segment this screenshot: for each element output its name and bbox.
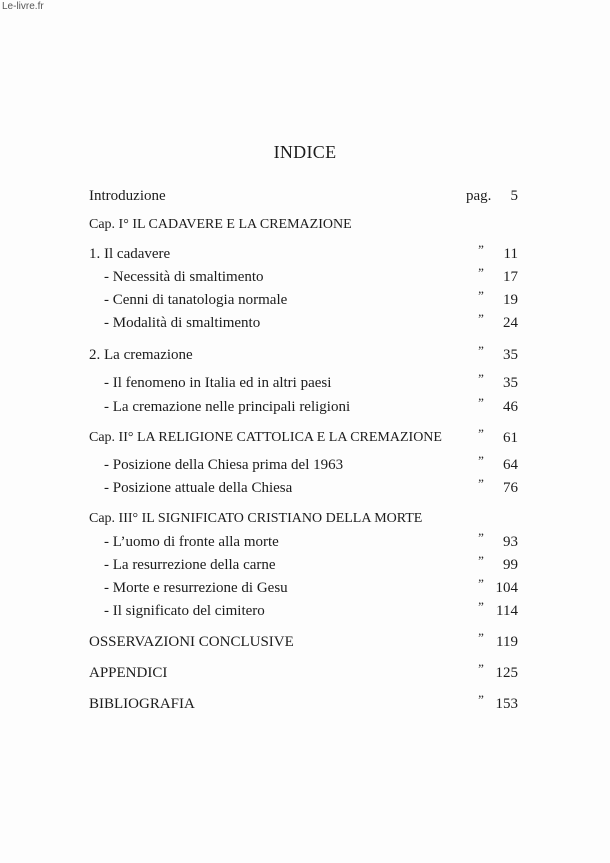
toc-entry-label: OSSERVAZIONI CONCLUSIVE [89,634,294,650]
toc-entry-label: APPENDICI [89,665,168,681]
toc-entry-label: - La cremazione nelle principali religioni [104,399,351,415]
toc-page-number: 35 [503,375,518,391]
toc-page-number: 19 [503,292,518,308]
ditto-mark: ” [478,426,484,441]
toc-page-number: 104 [495,580,518,596]
toc-row [0,509,610,529]
watermark: Le-livre.fr [2,1,44,12]
page-title: INDICE [273,142,337,162]
toc-row [0,601,610,621]
toc-entry-label: 1. Il cadavere [89,246,171,262]
toc-entry-label: - Il significato del cimitero [104,603,265,619]
toc-row-intro [0,186,610,206]
toc-row [0,290,610,310]
toc-page-number: 153 [495,696,518,712]
toc-row [0,244,610,264]
ditto-mark: ” [478,599,484,614]
toc-page-number: 11 [503,246,518,262]
toc-row [0,267,610,287]
toc-page-number: 119 [496,634,518,650]
toc-entry-label: - Posizione della Chiesa prima del 1963 [104,457,344,473]
toc-row [0,578,610,598]
toc-entry-label: Introduzione [89,188,166,204]
toc-entry-label: - L’uomo di fronte alla morte [104,534,279,550]
toc-page-number: 5 [510,188,518,204]
toc-page-number: 76 [503,480,518,496]
toc-page-number: 61 [503,430,518,446]
toc-row [0,397,610,417]
toc-row [0,532,610,552]
ditto-mark: ” [478,692,484,707]
toc-page-number: 125 [495,665,518,681]
toc-row [0,215,610,235]
toc-page-prefix: pag. [466,188,492,204]
ditto-mark: ” [478,343,484,358]
ditto-mark: ” [478,265,484,280]
toc-row [0,555,610,575]
toc-row [0,632,610,652]
toc-entry-label: - Cenni di tanatologia normale [104,292,288,308]
toc-entry-label: Cap. II° LA RELIGIONE CATTOLICA E LA CREMAZIONE [89,430,442,445]
toc-page-number: 93 [503,534,518,550]
toc-entry-label: BIBLIOGRAFIA [89,696,195,712]
ditto-mark: ” [478,476,484,491]
ditto-mark: ” [478,576,484,591]
toc-entry-label: 2. La cremazione [89,347,193,363]
toc-page-number: 35 [503,347,518,363]
ditto-mark: ” [478,288,484,303]
toc-row [0,663,610,683]
toc-page-number: 99 [503,557,518,573]
toc-row [0,694,610,714]
toc-entry-label: - Morte e resurrezione di Gesu [104,580,288,596]
toc-page-number: 46 [503,399,518,415]
toc-row [0,478,610,498]
toc-entry-label: - La resurrezione della carne [104,557,276,573]
toc-page-number: 24 [503,315,518,331]
toc-entry-label: Cap. I° IL CADAVERE E LA CREMAZIONE [89,217,352,232]
ditto-mark: ” [478,553,484,568]
ditto-mark: ” [478,371,484,386]
toc-page-number: 114 [496,603,518,619]
toc-row [0,428,610,448]
toc-page-number: 64 [503,457,518,473]
toc-row [0,373,610,393]
toc-entry-label: - Modalità di smaltimento [104,315,261,331]
ditto-mark: ” [478,630,484,645]
toc-row [0,313,610,333]
toc-page-number: 17 [503,269,518,285]
toc-entry-label: - Necessità di smaltimento [104,269,264,285]
toc-row [0,345,610,365]
toc-row [0,455,610,475]
ditto-mark: ” [478,395,484,410]
toc-entry-label: Cap. III° IL SIGNIFICATO CRISTIANO DELLA MORTE [89,511,423,526]
toc-entry-label: - Il fenomeno in Italia ed in altri paesi [104,375,332,391]
ditto-mark: ” [478,311,484,326]
toc-entry-label: - Posizione attuale della Chiesa [104,480,293,496]
ditto-mark: ” [478,530,484,545]
ditto-mark: ” [478,661,484,676]
ditto-mark: ” [478,242,484,257]
ditto-mark: ” [478,453,484,468]
